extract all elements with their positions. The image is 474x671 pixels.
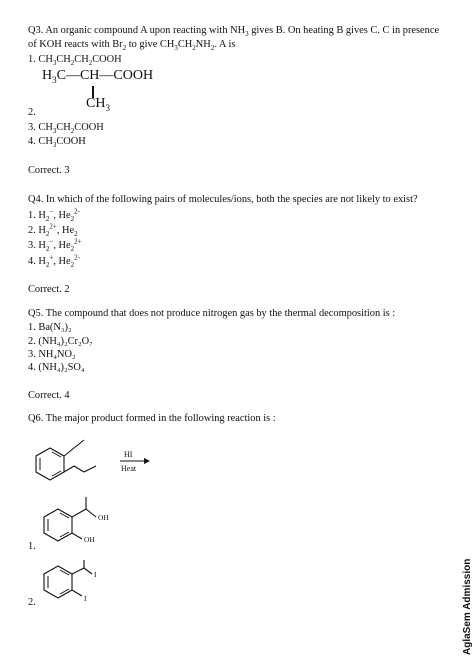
q3-structure-methyl: $CH_3$	[86, 96, 110, 113]
q6-p1-oh-bottom: OH	[84, 535, 95, 544]
q6-option-1: 1.	[28, 541, 36, 552]
q5-option-1: 1. Ba(N₃)₂	[28, 322, 72, 333]
q6-product-1-structure	[38, 495, 128, 550]
q6-reagent-heat: Heat	[121, 464, 137, 473]
q5-answer: Correct. 4	[28, 390, 70, 401]
q3-structure-main-chain: $H_3C—CH—COOH$	[42, 68, 154, 85]
q4-answer: Correct. 2	[28, 284, 70, 295]
q4-option-1: 1. $H_2^-$, $He_2^{2-}$	[28, 207, 81, 224]
q5-question: Q5. The compound that does not produce nitrogen gas by the thermal decomposition is :	[28, 308, 396, 319]
q3-option-1: 1. $CH_3CH_2CH_2COOH$	[28, 54, 122, 68]
aglasem-watermark: AglaSem Admission	[462, 558, 473, 655]
q4-question: Q4. In which of the following pairs of molecules/ions, both the species are not likely to exist?	[28, 194, 418, 205]
q4-option-3: 3. $H_2^-$, $He_2^{2+}$	[28, 237, 82, 254]
q3-option-2: 2.	[28, 107, 36, 118]
q5-option-4: 4. (NH₄)₂SO₄	[28, 362, 85, 373]
q3-option-4: 4. $CH_3COOH$	[28, 136, 86, 150]
q6-p2-i-bottom: I	[84, 594, 87, 603]
q6-reagent-hi: HI	[124, 450, 133, 459]
q6-question: Q6. The major product formed in the following reaction is :	[28, 413, 276, 424]
q5-option-3: 3. NH₄NO₂	[28, 349, 76, 360]
q4-option-2: 2. $H_2^{2+}$, $He_2$	[28, 222, 78, 239]
q6-reactant-structure	[28, 436, 168, 496]
q5-option-2: 2. (NH₄)₂Cr₂O₇	[28, 336, 93, 347]
q3-answer: Correct. 3	[28, 165, 70, 176]
q4-option-4: 4. $H_2^+$, $He_2^{2-}$	[28, 253, 81, 270]
q3-question-line2: of KOH reacts with $Br_2$ to give $CH_3CH_2NH_2$. A is	[28, 39, 236, 53]
q6-product-2-structure	[38, 560, 128, 605]
q6-p1-oh-top: OH	[98, 513, 109, 522]
q6-option-2: 2.	[28, 597, 36, 608]
q3-question-line1: Q3. An organic compound A upon reacting with $NH_3$ gives B. On heating B gives C. C in presence	[28, 25, 440, 39]
q6-p2-i-top: I	[94, 570, 97, 579]
q3-option-3: 3. $CH_3CH_2COOH$	[28, 122, 104, 136]
